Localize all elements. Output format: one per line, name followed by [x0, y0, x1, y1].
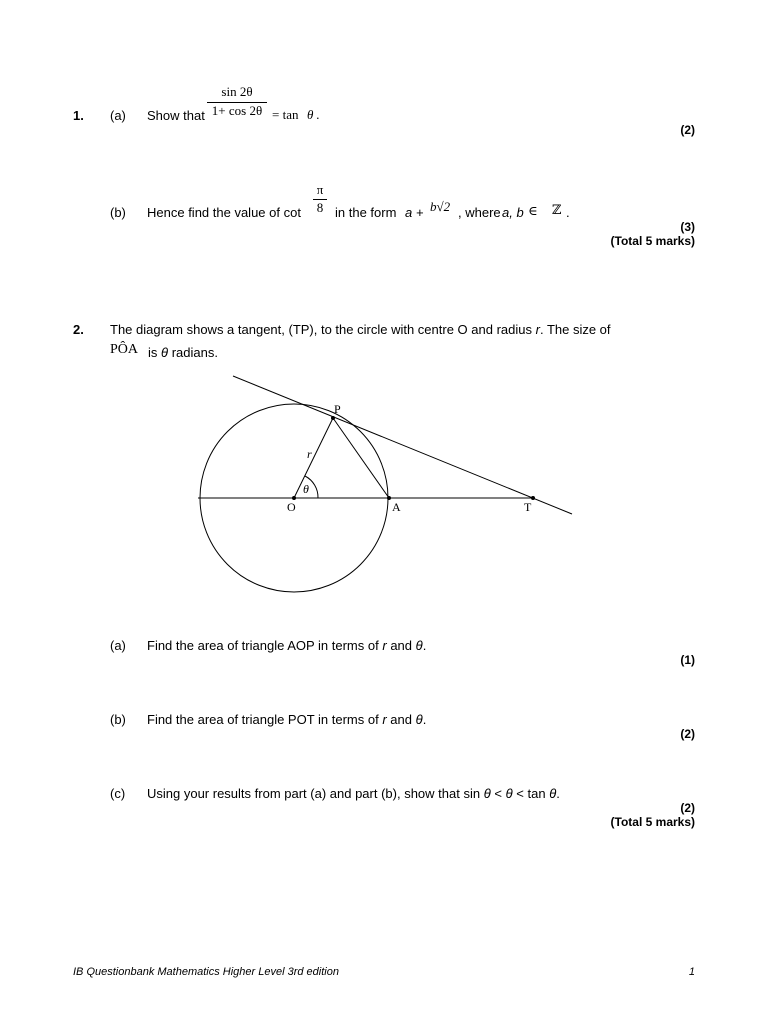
q1a-label: (a) — [110, 108, 126, 123]
q2b-period: . — [422, 712, 427, 727]
q2c-less-than-tan: < tan — [516, 786, 546, 801]
q2c-period: . — [556, 786, 560, 801]
q1b-fraction-denominator: 8 — [313, 199, 327, 216]
tangent-line-TP — [233, 376, 572, 514]
label-O: O — [287, 500, 296, 514]
q2c-label: (c) — [110, 786, 126, 801]
point-T — [531, 496, 535, 500]
q2c-text: Using your results from part (a) and part (b), show that sin — [147, 786, 481, 801]
label-theta: θ — [303, 482, 309, 496]
q2a-question — [147, 638, 426, 653]
chord-line-PA — [333, 418, 389, 498]
q2-total-marks: (Total 5 marks) — [610, 815, 695, 829]
label-A: A — [392, 500, 401, 514]
q1a-period: . — [316, 107, 320, 122]
q2b-r: r — [382, 712, 387, 727]
q2-angle-name: PÔA — [110, 342, 139, 357]
label-T: T — [524, 500, 532, 514]
radius-line-OP — [294, 418, 333, 498]
q2a-text: Find the area of triangle AOP in terms of — [147, 638, 379, 653]
q1a-fraction-numerator: sin 2θ — [221, 84, 253, 99]
q1b-in-the-form: in the form — [335, 205, 397, 220]
q1a-fraction-denominator: 1+ cos 2θ — [207, 102, 267, 119]
footer-source: IB Questionbank Mathematics Higher Level 3rd edition — [73, 966, 339, 978]
q2b-theta: θ — [415, 712, 423, 727]
q2a-label: (a) — [110, 638, 126, 653]
q1b-part-marks: (3) — [680, 220, 695, 234]
q2c-theta-2: θ — [505, 786, 513, 801]
question-number-2: 2. — [73, 322, 84, 337]
point-P — [331, 416, 335, 420]
q2b-and: and — [390, 712, 412, 727]
q2-theta: θ — [161, 345, 169, 360]
question-number-1: 1. — [73, 108, 84, 123]
q2c-marks — [611, 801, 695, 829]
q1a-equals-tan: = tan — [272, 107, 299, 122]
q2-intro-text-b: . The size of — [539, 322, 611, 337]
q1a-marks: (2) — [680, 123, 695, 137]
q1b-where: , where — [458, 205, 501, 220]
label-P: P — [334, 402, 341, 416]
q2b-question — [147, 712, 426, 727]
point-A — [387, 496, 391, 500]
q1-total-marks: (Total 5 marks) — [610, 234, 695, 248]
q2c-part-marks: (2) — [680, 801, 695, 815]
q2c-question — [147, 786, 560, 801]
q1b-b-root: b√2 — [430, 199, 451, 214]
q2a-and: and — [390, 638, 413, 653]
q1b-period: . — [566, 205, 570, 220]
q1b-text: Hence find the value of cot — [147, 205, 301, 220]
q1b-a-b: a, b — [502, 205, 524, 220]
q2b-text: Find the area of triangle POT in terms of — [147, 712, 379, 727]
footer-page-number: 1 — [688, 966, 695, 978]
q2c-less-than-1: < — [494, 786, 502, 801]
q1a-show-that: Show that — [147, 108, 205, 123]
q2-is: is — [148, 345, 158, 360]
q2c-theta-1: θ — [483, 786, 491, 801]
q2a-marks: (1) — [680, 653, 695, 667]
q2b-label: (b) — [110, 712, 126, 727]
q2-intro-text-a: The diagram shows a tangent, (TP), to the circle with centre O and radius — [110, 322, 532, 337]
q1b-integers: ℤ — [552, 202, 562, 217]
q2a-period: . — [422, 638, 427, 653]
q1b-label: (b) — [110, 205, 126, 220]
q2c-theta-3: θ — [549, 786, 557, 801]
q1b-a-plus: a + — [405, 205, 424, 220]
q2-intro-r: r — [535, 322, 540, 337]
q1a-theta: θ — [307, 107, 314, 122]
q2b-marks: (2) — [680, 727, 695, 741]
q2a-theta: θ — [415, 638, 423, 653]
q1b-element-of: ∈ — [528, 203, 538, 218]
q2a-r: r — [382, 638, 387, 653]
q2-radians: radians. — [171, 345, 218, 360]
q1b-fraction-numerator: π — [316, 182, 324, 197]
label-r: r — [307, 447, 312, 461]
